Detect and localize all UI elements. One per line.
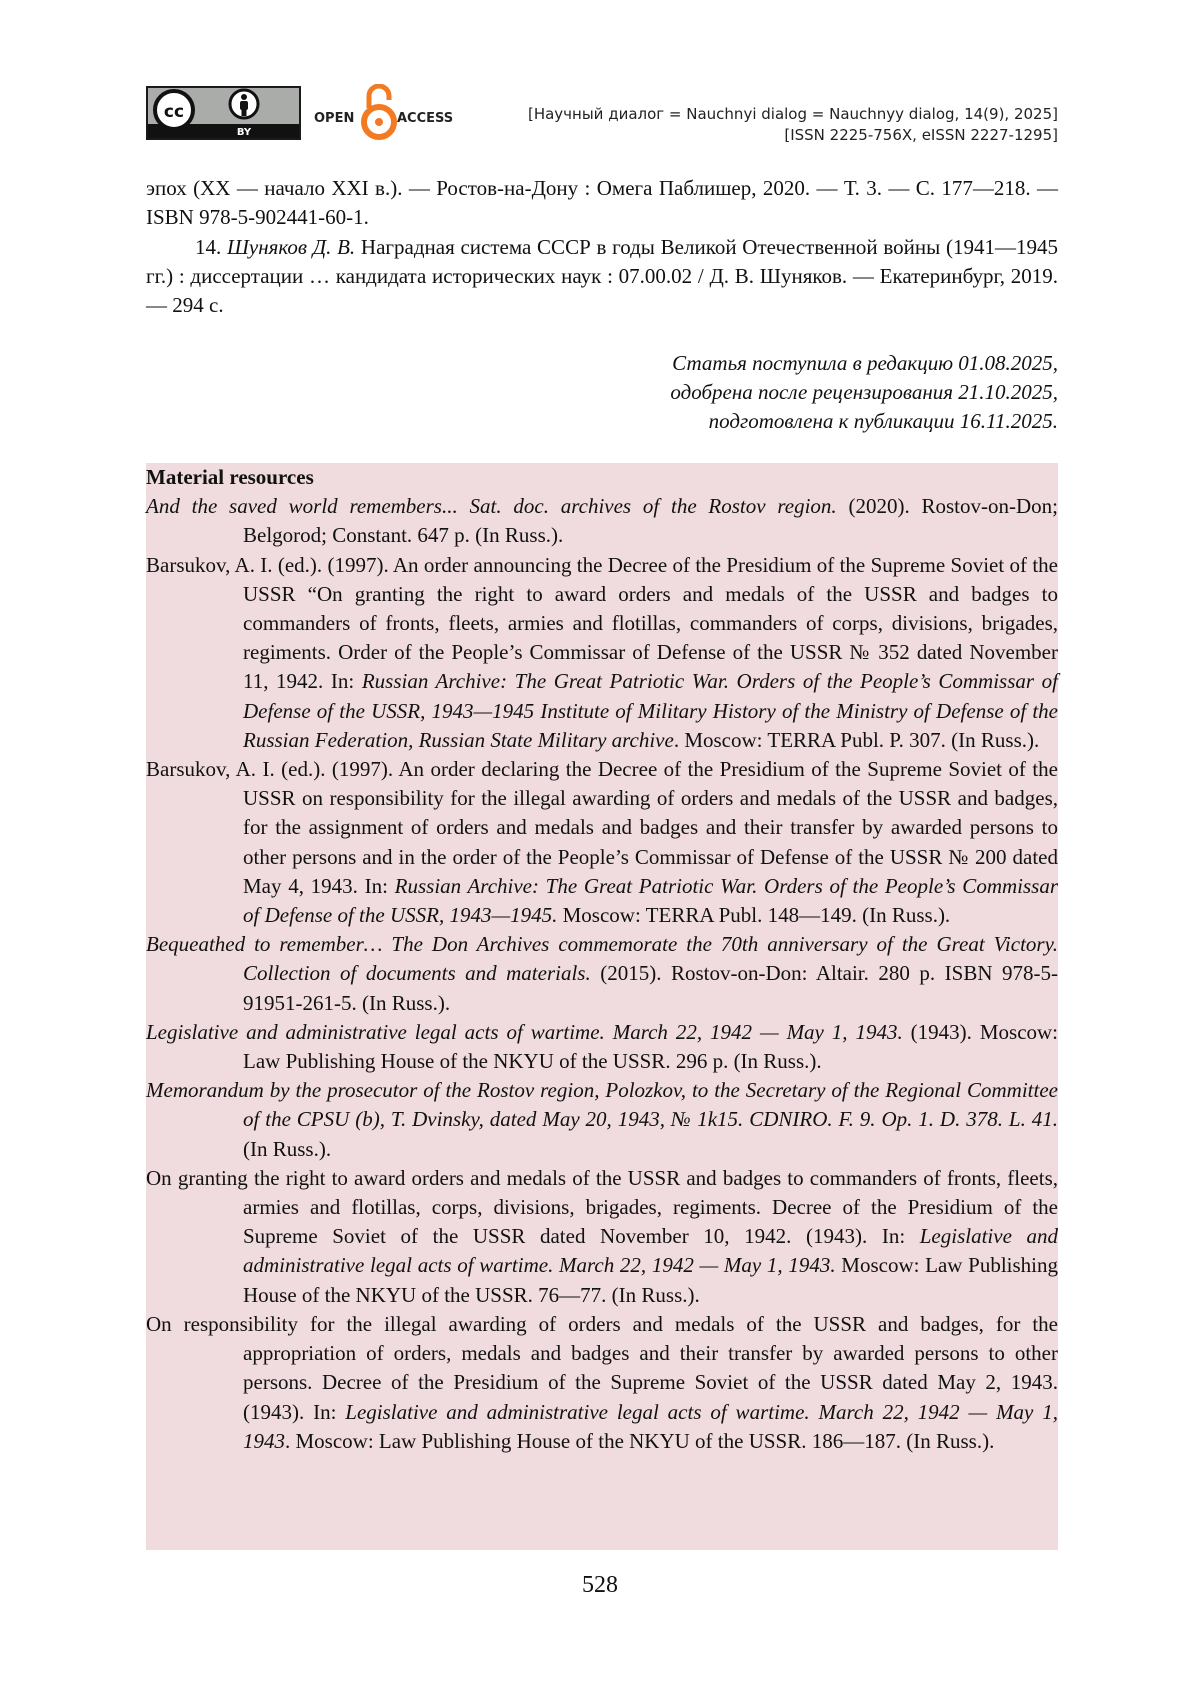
open-access-left-text: OPEN xyxy=(314,111,355,126)
entry-text: Barsukov, A. I. (ed.). (1997). An order announcing the Decree of the Presidium of the Supreme Soviet of the USSR “On granting the right to award orders and medals of the USSR and badges to commanders of fronts, fleets, armies and flotillas, commanders of corps, divisions, brigades, regiments. Order of the People’s Commissar of Defense of the USSR № 352 dated November 11, 1942. In: xyxy=(146,552,1058,694)
entry-text: On granting the right to award orders and medals of the USSR and badges to commanders of fronts, fleets, armies and flotillas, corps, divisions, brigades, regiments. Decree of the Presidium of the Supreme Soviet of the USSR dated November 10, 1942. (1943). In: xyxy=(146,1165,1058,1249)
entry-text: (2015). Rostov-on-Don: Altair. 280 p. ISBN 978-5-91951-261-5. (In Russ.). xyxy=(243,961,1058,1015)
svg-text:cc: cc xyxy=(163,102,185,122)
material-entry xyxy=(146,1164,1058,1310)
entry-italic: Russian Archive: The Great Patriotic War. Orders of the People’s Commissar of Defense of the USSR, 1943—1945. xyxy=(243,873,1058,928)
open-access-graphic xyxy=(314,84,464,144)
cc-icon xyxy=(155,91,193,129)
entry-italic: Bequeathed to remember… The Don Archives commemorate the 70th anniversary of the Great Victory. Collection of documents and materials. xyxy=(146,932,1058,986)
material-entry xyxy=(146,930,1058,1018)
entry-text: . Moscow: Law Publishing House of the NKYU of the USSR. 186—187. (In Russ.). xyxy=(285,1428,995,1453)
by-person-icon xyxy=(230,90,258,118)
date-prepared: подготовлена к публикации 16.11.2025. xyxy=(708,409,1058,434)
reference-14-author: Шуняков Д. В. xyxy=(226,235,356,259)
material-resources-title: Material resources xyxy=(146,465,314,489)
entry-text: . Moscow: TERRA Publ. P. 307. (In Russ.). xyxy=(673,727,1040,752)
material-entry xyxy=(146,1018,1058,1076)
journal-line-1: [Научный диалог = Nauchnyi dialog = Nauchnyy dialog, 14(9), 2025] xyxy=(527,105,1058,123)
material-entry xyxy=(146,1076,1058,1164)
material-entry xyxy=(146,492,1058,550)
journal-line-2: [ISSN 2225-756X, eISSN 2227-1295] xyxy=(784,126,1058,144)
date-received: Статья поступила в редакцию 01.08.2025, xyxy=(672,351,1058,375)
entry-text: (In Russ.). xyxy=(243,1136,332,1161)
entry-italic: And the saved world remembers... Sat. doc. archives of the Rostov region. xyxy=(146,494,837,519)
open-access-logo[interactable] xyxy=(314,84,464,144)
entry-italic: Legislative and administrative legal acts of wartime. March 22, 1942 — May 1, 1943. xyxy=(146,1019,903,1044)
page-header xyxy=(146,84,1058,146)
entry-text: (1943). Moscow: Law Publishing House of the NKYU of the USSR. 296 p. (In Russ.). xyxy=(243,1019,1059,1074)
entry-text: Moscow: TERRA Publ. 148—149. (In Russ.). xyxy=(557,903,951,928)
page-number: 528 xyxy=(582,1572,618,1598)
cc-by-badge-graphic xyxy=(148,88,299,138)
license-by-label: BY xyxy=(236,127,252,138)
reference-14-number: 14. xyxy=(195,235,227,259)
entry-italic: Memorandum by the prosecutor of the Rostov region, Polozkov, to the Secretary of the Regional Committee of the CPSU (b), T. Dvinsky, dated May 20, 1943, № 1k15. CDNIRO. F. 9. Op. 1. D. 378. L. 41. xyxy=(146,1078,1058,1132)
entry-italic: Russian Archive: The Great Patriotic War. Orders of the People’s Commissar of Defense of the USSR, 1943—1945 Institute of Military History of the Ministry of Defense of the Russian Federation, Russian State Military archive xyxy=(243,669,1058,752)
reference-continuation: эпох (XX — начало XXI в.). — Ростов-на-Дону : Омега Паблишер, 2020. — Т. 3. — С. 177—218. — ISBN 978-5-902441-60-1. xyxy=(146,176,1058,230)
entry-text: Moscow: Law Publishing House of the NKYU of the USSR. 76—77. (In Russ.). xyxy=(243,1253,1058,1307)
material-entry xyxy=(146,755,1058,930)
reference-14 xyxy=(146,233,1058,321)
cc-by-license-badge[interactable] xyxy=(146,86,301,140)
entry-text: On responsibility for the illegal awarding of orders and medals of the USSR and badges, for the appropriation of orders, medals and badges and their transfer by awarded persons to other persons. Decree of the Presidium of the Supreme Soviet of the USSR dated May 2, 1943. (1943). In: xyxy=(146,1311,1058,1424)
open-access-lock-icon xyxy=(364,86,394,137)
open-access-right-text: ACCESS xyxy=(397,111,454,126)
date-approved: одобрена после рецензирования 21.10.2025, xyxy=(670,380,1058,405)
material-entry xyxy=(146,551,1058,755)
article-dates xyxy=(670,349,1058,437)
entry-italic: Legislative and administrative legal acts of wartime. March 22, 1942 — May 1, 1943 xyxy=(243,1399,1058,1453)
reference-14-text: Наградная система СССР в годы Великой Отечественной войны (1941—1945 гг.) : диссертации … кандидата исторических наук : 07.00.02 / Д. В. Шуняков. — Екатеринбург, 2019. — 294 с. xyxy=(146,235,1058,318)
entry-italic: Legislative and administrative legal acts of wartime. March 22, 1942 — May 1, 1943. xyxy=(243,1224,1058,1278)
material-resources-section xyxy=(146,463,1058,1550)
journal-citation xyxy=(528,104,1058,146)
entry-text: Barsukov, A. I. (ed.). (1997). An order declaring the Decree of the Presidium of the Supreme Soviet of the USSR on responsibility for the illegal awarding of orders and medals of the USSR and badges, for the assignment of orders and medals and badges and their transfer by awarded persons to other persons and in the order of the People’s Commissar of Defense of the USSR № 200 dated May 4, 1943. In: xyxy=(146,757,1058,898)
entry-text: (2020). Rostov-on-Don; Belgorod; Constant. 647 p. (In Russ.). xyxy=(243,494,1058,548)
material-entry xyxy=(146,1310,1058,1456)
